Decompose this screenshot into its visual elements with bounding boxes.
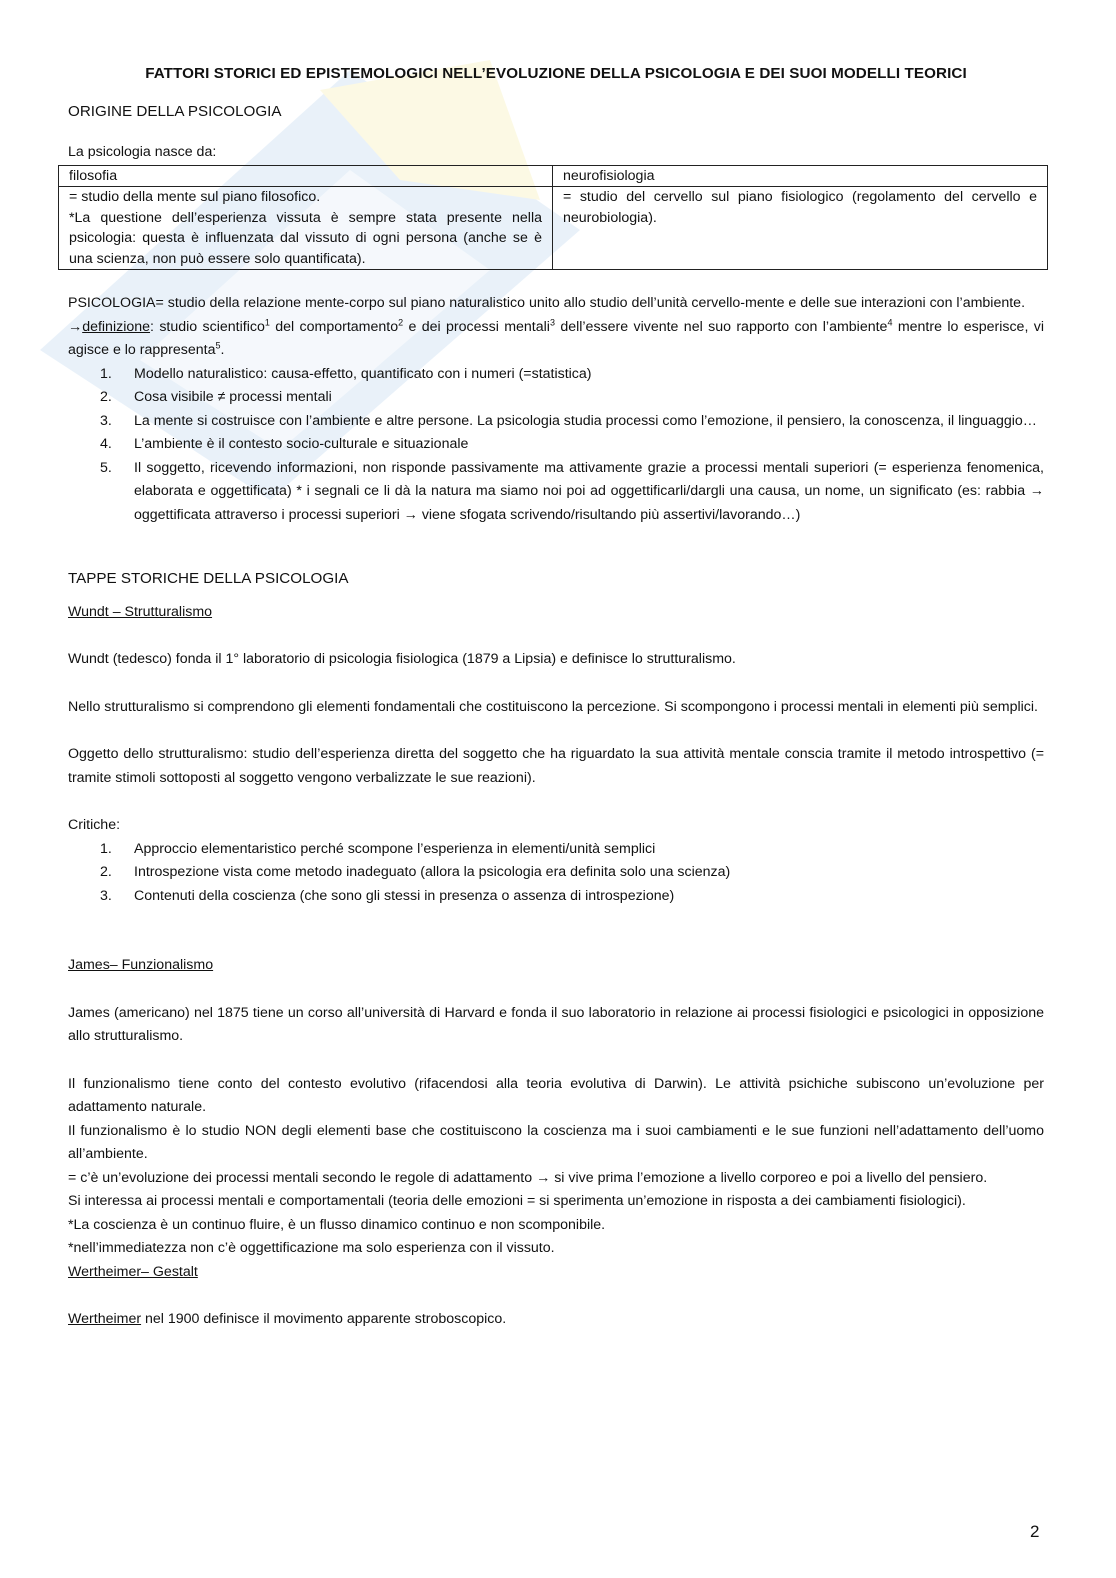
definition-label: definizione bbox=[82, 318, 151, 335]
james-paragraph: = c’è un’evoluzione dei processi mentali secondo le regole di adattamento → si vive prima l’emozione a livello corporeo e poi a livello del pensiero. bbox=[68, 1169, 988, 1186]
subheading-wundt: Wundt – Strutturalismo bbox=[68, 603, 213, 620]
critiche-label: Critiche: bbox=[68, 817, 121, 833]
list-item: 5. Il soggetto, ricevendo informazioni, non risponde passivamente ma attivamente grazie a processi mentali superiori (= esperienza fenomenica, elaborata e oggettificata) * i segnali ce li dà la natura ma siamo noi poi ad oggettificarli/dargli una causa, un nome, un significato (es: rabbia → oggettificata attraverso i processi superiori → viene sfogata scrivendo/risultando più assertivi/lavorando…) bbox=[100, 459, 1044, 523]
list-item: 2. Introspezione vista come metodo inadeguato (allora la psicologia era definita solo una scienza) bbox=[100, 864, 731, 880]
wundt-paragraph: Nello strutturalismo si comprendono gli elementi fondamentali che costituiscono la percezione. Si scompongono i processi mentali in elementi più semplici. bbox=[68, 698, 1038, 715]
page-number: 2 bbox=[1030, 1522, 1040, 1541]
james-paragraph: Il funzionalismo tiene conto del contesto evolutivo (rifacendosi alla teoria evolutiva di Darwin). Le attività psichiche subiscono un’evoluzione per adattamento naturale. bbox=[68, 1075, 1044, 1115]
james-paragraph: James (americano) nel 1875 tiene un corso all’università di Harvard e fonda il suo laboratorio in relazione ai processi fisiologici e psicologici in opposizione allo strutturalismo. bbox=[68, 1004, 1044, 1044]
james-paragraph: Il funzionalismo è lo studio NON degli elementi base che costituiscono la coscienza ma i suoi cambiamenti e le sue funzioni nell’adattamento dell’uomo all’ambiente. bbox=[68, 1122, 1044, 1162]
james-paragraph: Si interessa ai processi mentali e comportamentali (teoria delle emozioni = si sperimenta un’emozione in risposta a dei cambiamenti fisiologici). bbox=[68, 1193, 966, 1209]
subheading-wertheimer: Wertheimer– Gestalt bbox=[68, 1263, 198, 1280]
list-item: 2. Cosa visibile ≠ processi mentali bbox=[100, 389, 332, 405]
wertheimer-name: Wertheimer bbox=[68, 1311, 142, 1327]
wertheimer-paragraph: Wertheimer nel 1900 definisce il movimento apparente stroboscopico. bbox=[68, 1311, 507, 1327]
arrow-icon: → bbox=[68, 318, 83, 335]
cell-line: *La questione dell’esperienza vissuta è sempre stata presente nella psicologia: questa è influenzata dal vissuto di ogni persona (anche se è una scienza, non può essere solo quantificata). bbox=[69, 209, 542, 267]
section-heading-origine: ORIGINE DELLA PSICOLOGIA bbox=[68, 102, 282, 120]
critiche-list bbox=[68, 838, 1044, 909]
comparison-table bbox=[58, 165, 1048, 271]
james-paragraph: *nell’immediatezza non c’è oggettificazione ma solo esperienza con il vissuto. bbox=[68, 1240, 555, 1256]
list-item: 3. La mente si costruisce con l’ambiente e altre persone. La psicologia studia processi como l’emozione, il pensiero, la conoscenza, il linguaggio… bbox=[100, 412, 1037, 429]
list-item: 1. Modello naturalistico: causa-effetto, quantificato con i numeri (=statistica) bbox=[100, 365, 592, 382]
definition-paragraph: →definizione: studio scientifico$^1$ del comportamento$^2$ e dei processi mentali$^3$ dell’essere vivente nel suo rapporto con l’ambiente$^4$ mentre lo esperisce, vi agisce e lo rappresenta$^5$. bbox=[68, 316, 1044, 358]
section-heading-tappe: TAPPE STORICHE DELLA PSICOLOGIA bbox=[68, 570, 349, 587]
definition-list bbox=[68, 363, 1044, 528]
wundt-paragraph: Wundt (tedesco) fonda il 1° laboratorio di psicologia fisiologica (1879 a Lipsia) e definisce lo strutturalismo. bbox=[68, 651, 736, 667]
table-intro: La psicologia nasce da: bbox=[68, 144, 217, 160]
wundt-paragraph: Oggetto dello strutturalismo: studio dell’esperienza diretta del soggetto che ha riguardato la sua attività mentale conscia tramite il metodo introspettivo (= tramite stimoli sottoposti al soggetto vengono verbalizzate le sue reazioni). bbox=[68, 746, 1044, 786]
list-item: 1. Approccio elementaristico perché scompone l’esperienza in elementi/unità semplici bbox=[100, 840, 656, 857]
table-header-filosofia: filosofia bbox=[59, 165, 553, 187]
cell-line: = studio della mente sul piano filosofico. bbox=[69, 189, 321, 205]
table-row bbox=[59, 165, 1048, 187]
document-page bbox=[68, 62, 1044, 1332]
psicologia-definition: PSICOLOGIA= studio della relazione mente-corpo sul piano naturalistico unito allo studio dell’unità cervello-mente e delle sue interazioni con l’ambiente. bbox=[68, 295, 1026, 311]
james-paragraph: *La coscienza è un continuo fluire, è un flusso dinamico continuo e non scomponibile. bbox=[68, 1216, 606, 1233]
table-header-neurofisiologia: neurofisiologia bbox=[553, 165, 1048, 187]
list-item: 3. Contenuti della coscienza (che sono gli stessi in presenza o assenza di introspezione) bbox=[100, 887, 675, 904]
table-row bbox=[59, 187, 1048, 270]
list-item: 4. L’ambiente è il contesto socio-culturale e situazionale bbox=[100, 436, 469, 452]
table-cell-filosofia bbox=[59, 187, 553, 270]
table-cell-neurofisiologia: = studio del cervello sul piano fisiologico (regolamento del cervello e neurobiologia). bbox=[553, 187, 1048, 270]
document-title: FATTORI STORICI ED EPISTEMOLOGICI NELL’EVOLUZIONE DELLA PSICOLOGIA E DEI SUOI MODELLI TEORICI bbox=[145, 65, 967, 82]
subheading-james: James– Funzionalismo bbox=[68, 957, 214, 973]
